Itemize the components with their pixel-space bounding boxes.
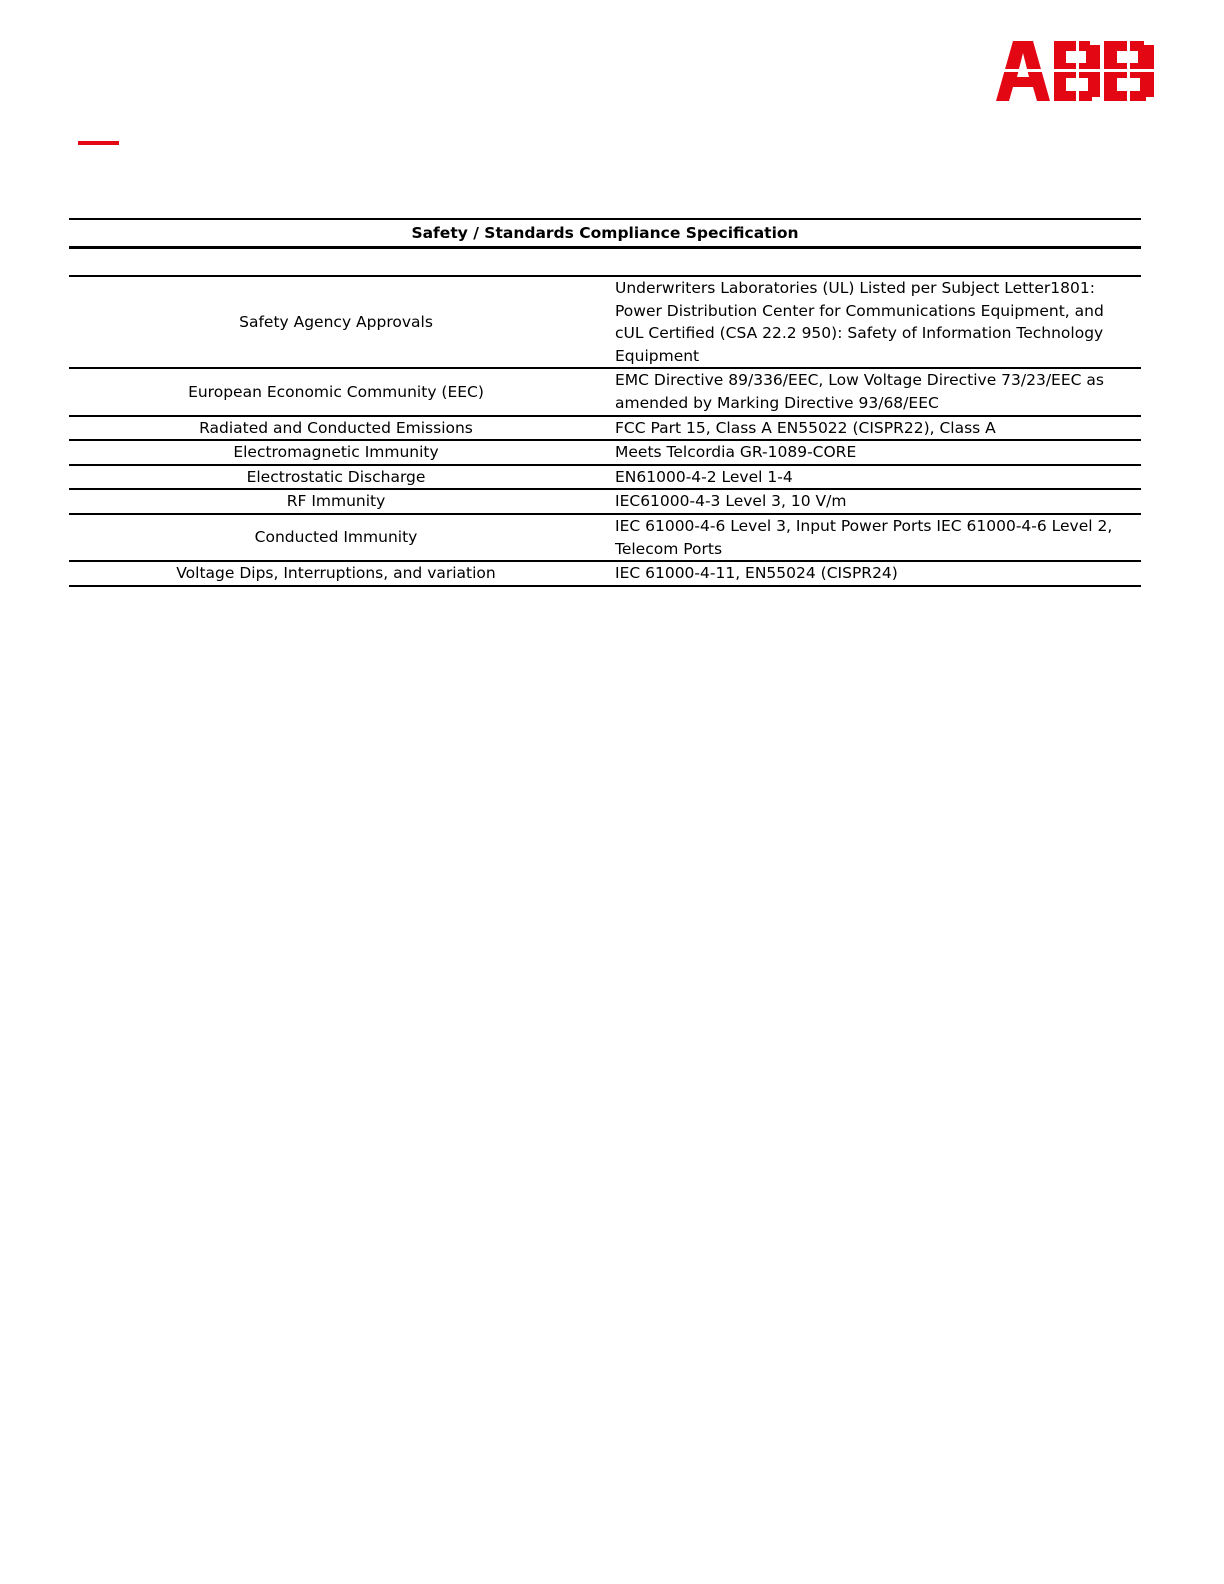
table-title: Safety / Standards Compliance Specification (69, 219, 1141, 248)
row-value: Meets Telcordia GR-1089-CORE (603, 440, 1141, 465)
row-value: IEC61000-4-3 Level 3, 10 V/m (603, 489, 1141, 514)
table-row (69, 465, 1141, 490)
row-value: EMC Directive 89/336/EEC, Low Voltage Directive 73/23/EEC as amended by Marking Directive 93/68/EEC (603, 368, 1141, 415)
row-value: IEC 61000-4-6 Level 3, Input Power Ports IEC 61000-4-6 Level 2, Telecom Ports (603, 514, 1141, 561)
table-header-row (69, 219, 1141, 248)
row-label: Radiated and Conducted Emissions (69, 416, 603, 441)
table-row (69, 561, 1141, 586)
table-row (69, 276, 1141, 368)
row-value: Underwriters Laboratories (UL) Listed per Subject Letter1801: Power Distribution Center for Communications Equipment, and cUL Certified (CSA 22.2 950): Safety of Information Technology Equipment (603, 276, 1141, 368)
spec-table (69, 218, 1141, 587)
row-label: Electrostatic Discharge (69, 465, 603, 490)
row-label: Voltage Dips, Interruptions, and variation (69, 561, 603, 586)
row-label: Safety Agency Approvals (69, 276, 603, 368)
accent-bar (78, 141, 119, 145)
row-label: Conducted Immunity (69, 514, 603, 561)
abb-logo (996, 41, 1154, 101)
abb-logo-graphic (996, 41, 1154, 101)
row-value: EN61000-4-2 Level 1-4 (603, 465, 1141, 490)
row-value: IEC 61000-4-11, EN55024 (CISPR24) (603, 561, 1141, 586)
row-label: European Economic Community (EEC) (69, 368, 603, 415)
table-row (69, 440, 1141, 465)
table-spacer-row (69, 248, 1141, 277)
table-row (69, 489, 1141, 514)
table-row (69, 514, 1141, 561)
table-spacer-cell (69, 248, 1141, 277)
row-label: RF Immunity (69, 489, 603, 514)
table-row (69, 416, 1141, 441)
row-value: FCC Part 15, Class A EN55022 (CISPR22), Class A (603, 416, 1141, 441)
row-label: Electromagnetic Immunity (69, 440, 603, 465)
table-row (69, 368, 1141, 415)
